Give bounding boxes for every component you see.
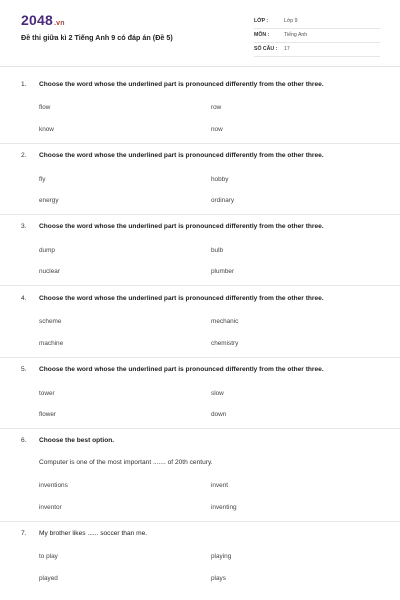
question-number: 6. (21, 437, 27, 444)
divider (0, 521, 400, 522)
option-a[interactable]: dump (39, 247, 55, 254)
meta-row-count (254, 44, 380, 57)
option-c[interactable]: know (39, 126, 54, 133)
option-b[interactable]: hobby (211, 176, 229, 183)
exam-title: Đề thi giữa kì 2 Tiếng Anh 9 có đáp án (Đề 5) (21, 33, 173, 42)
meta-value: 17 (284, 46, 290, 52)
meta-row-subject (254, 30, 380, 43)
option-a[interactable]: inventions (39, 482, 68, 489)
meta-value: Tiếng Anh (284, 32, 308, 38)
question-text: Choose the best option. (39, 437, 115, 444)
meta-key: MÔN : (254, 32, 270, 38)
option-b[interactable]: playing (211, 553, 232, 560)
question-prompt: Computer is one of the most important ....... of 20th century. (39, 459, 213, 466)
option-a[interactable]: scheme (39, 318, 62, 325)
question-text: Choose the word whose the underlined part is pronounced differently from the other three. (39, 295, 324, 302)
question-number: 7. (21, 530, 27, 537)
option-b[interactable]: invent (211, 482, 229, 489)
meta-row-class (254, 16, 380, 29)
option-a[interactable]: flow (39, 104, 51, 111)
option-d[interactable]: plays (211, 575, 226, 582)
question-number: 3. (21, 223, 27, 230)
option-b[interactable]: row (211, 104, 222, 111)
option-d[interactable]: down (211, 411, 227, 418)
option-c[interactable]: inventor (39, 504, 62, 511)
option-a[interactable]: to play (39, 553, 58, 560)
question-number: 1. (21, 81, 27, 88)
divider (0, 428, 400, 429)
option-c[interactable]: nuclear (39, 268, 60, 275)
option-d[interactable]: inventing (211, 504, 237, 511)
question-number: 5. (21, 366, 27, 373)
question-number: 2. (21, 152, 27, 159)
option-c[interactable]: flower (39, 411, 57, 418)
question-number: 4. (21, 295, 27, 302)
option-b[interactable]: slow (211, 390, 224, 397)
meta-value: Lớp 9 (284, 18, 298, 24)
question-text: Choose the word whose the underlined part is pronounced differently from the other three. (39, 366, 324, 373)
option-d[interactable]: ordinary (211, 197, 235, 204)
option-c[interactable]: played (39, 575, 58, 582)
exam-header (0, 0, 400, 67)
option-b[interactable]: bulb (211, 247, 224, 254)
question-text: Choose the word whose the underlined part is pronounced differently from the other three. (39, 81, 324, 88)
question-text: Choose the word whose the underlined part is pronounced differently from the other three. (39, 223, 324, 230)
meta-key: LỚP : (254, 18, 269, 24)
question-text: Choose the word whose the underlined part is pronounced differently from the other three. (39, 152, 324, 159)
option-a[interactable]: fly (39, 176, 46, 183)
option-a[interactable]: tower (39, 390, 55, 397)
option-d[interactable]: plumber (211, 268, 235, 275)
meta-key: SỐ CÂU : (254, 46, 278, 52)
question-text: My brother likes ...... soccer than me. (39, 530, 148, 537)
option-c[interactable]: energy (39, 197, 59, 204)
logo-suffix: .vn (53, 20, 65, 27)
logo-text: 2048 (21, 12, 53, 28)
divider (0, 357, 400, 358)
option-c[interactable]: machine (39, 340, 64, 347)
site-logo[interactable] (21, 12, 65, 28)
option-b[interactable]: mechanic (211, 318, 239, 325)
option-d[interactable]: chemistry (211, 340, 239, 347)
divider (0, 143, 400, 144)
option-d[interactable]: now (211, 126, 223, 133)
divider (0, 285, 400, 286)
divider (0, 214, 400, 215)
